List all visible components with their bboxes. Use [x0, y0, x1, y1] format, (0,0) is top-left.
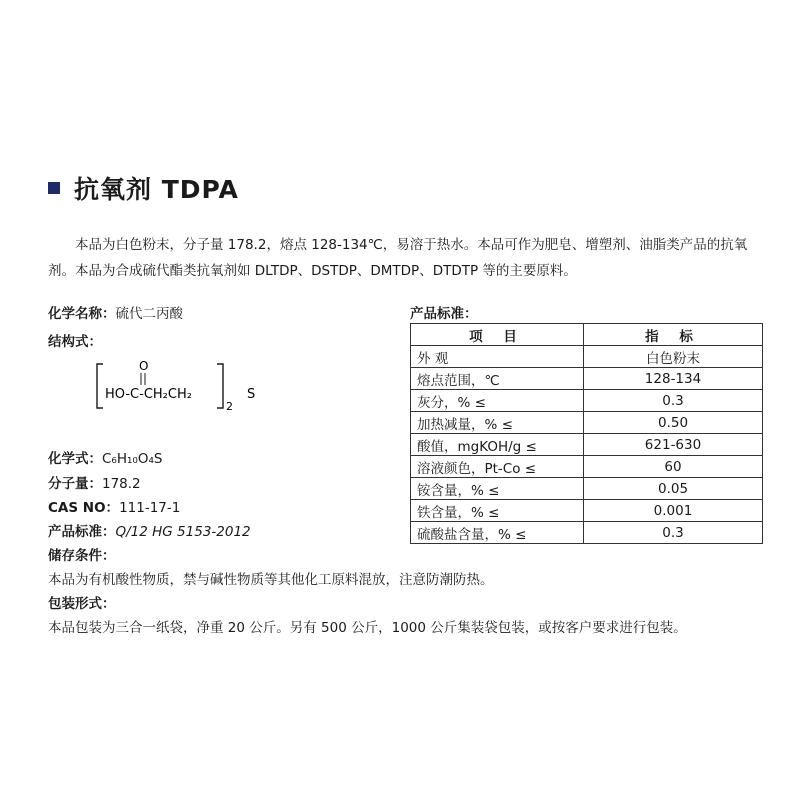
- intro-paragraph: 本品为白色粉末，分子量 178.2，熔点 128-134℃，易溶于热水。本品可作为肥皂、增塑剂、油脂类产品的抗氧剂。本品为合成硫代酯类抗氧剂如 DLTDP、DSTDP、DMTDP、DTDTP 等的主要原料。: [48, 237, 748, 279]
- structure-label-row: [48, 330, 102, 350]
- spec-item: 外 观: [411, 346, 584, 368]
- table-row: [411, 390, 763, 412]
- storage-text: 本品为有机酸性物质，禁与碱性物质等其他化工原料混放，注意防潮防热。: [48, 572, 494, 588]
- molecular-weight-value: 178.2: [102, 476, 141, 492]
- table-row: [411, 478, 763, 500]
- table-row: [411, 412, 763, 434]
- chemical-formula-label: 化学式：: [48, 451, 102, 467]
- sulfur-atom: S: [247, 387, 256, 402]
- table-row: [411, 368, 763, 390]
- cas-label: CAS NO：: [48, 500, 120, 516]
- structural-formula: [95, 356, 275, 416]
- table-row: [411, 434, 763, 456]
- structure-label: 结构式：: [48, 334, 102, 350]
- left-bracket: [97, 364, 103, 408]
- spec-item: 加热减量，% ≤: [411, 412, 584, 434]
- table-row: [411, 456, 763, 478]
- spec-header-value: 指 标: [584, 324, 763, 346]
- spec-value: 0.001: [584, 500, 763, 522]
- table-row: [411, 522, 763, 544]
- spec-table-header: [411, 324, 763, 346]
- product-standard-value: Q/12 HG 5153-2012: [115, 524, 251, 540]
- spec-value: 0.50: [584, 412, 763, 434]
- spec-value: 白色粉末: [584, 346, 763, 368]
- spec-item: 铁含量，% ≤: [411, 500, 584, 522]
- spec-value: 60: [584, 456, 763, 478]
- chemical-name-value: 硫代二丙酸: [115, 306, 183, 322]
- packaging-text: 本品包装为三合一纸袋，净重 20 公斤。另有 500 公斤，1000 公斤集装袋包装，或按客户要求进行包装。: [48, 620, 687, 636]
- spec-item: 灰分，% ≤: [411, 390, 584, 412]
- spec-item: 硫酸盐含量，% ≤: [411, 522, 584, 544]
- carbon-chain: HO-C-CH₂CH₂: [105, 387, 192, 402]
- cas-value: 111-17-1: [119, 500, 181, 516]
- chemical-name-row: [48, 302, 183, 322]
- packaging-label: 包装形式：: [48, 596, 116, 612]
- product-standard-label: 产品标准：: [48, 524, 116, 540]
- chemical-formula-value: C₆H₁₀O₄S: [102, 451, 163, 467]
- spec-item: 铵含量，% ≤: [411, 478, 584, 500]
- title-square-icon: [48, 182, 60, 194]
- spec-value: 0.3: [584, 390, 763, 412]
- spec-value: 0.05: [584, 478, 763, 500]
- spec-value: 128-134: [584, 368, 763, 390]
- title-text: 抗氧剂 TDPA: [74, 175, 239, 204]
- spec-value: 0.3: [584, 522, 763, 544]
- product-standard-row: [48, 520, 251, 540]
- page-title: [48, 170, 239, 206]
- right-bracket: [217, 364, 223, 408]
- spec-item: 酸值，mgKOH/g ≤: [411, 434, 584, 456]
- chemical-formula-row: [48, 447, 162, 467]
- spec-table-title: 产品标准：: [410, 306, 478, 322]
- chemical-name-label: 化学名称：: [48, 306, 116, 322]
- molecular-weight-label: 分子量：: [48, 476, 102, 492]
- structural-formula-svg: [95, 356, 275, 416]
- spec-item: 溶液颜色，Pt-Co ≤: [411, 456, 584, 478]
- molecular-weight-row: [48, 472, 141, 492]
- table-row: [411, 346, 763, 368]
- bracket-subscript: 2: [226, 400, 233, 413]
- carbonyl-oxygen: O: [139, 359, 149, 373]
- storage-label: 储存条件：: [48, 548, 116, 564]
- cas-row: [48, 496, 180, 516]
- spec-table: [410, 323, 763, 544]
- table-row: [411, 500, 763, 522]
- spec-header-item: 项 目: [411, 324, 584, 346]
- spec-value: 621-630: [584, 434, 763, 456]
- spec-item: 熔点范围，℃: [411, 368, 584, 390]
